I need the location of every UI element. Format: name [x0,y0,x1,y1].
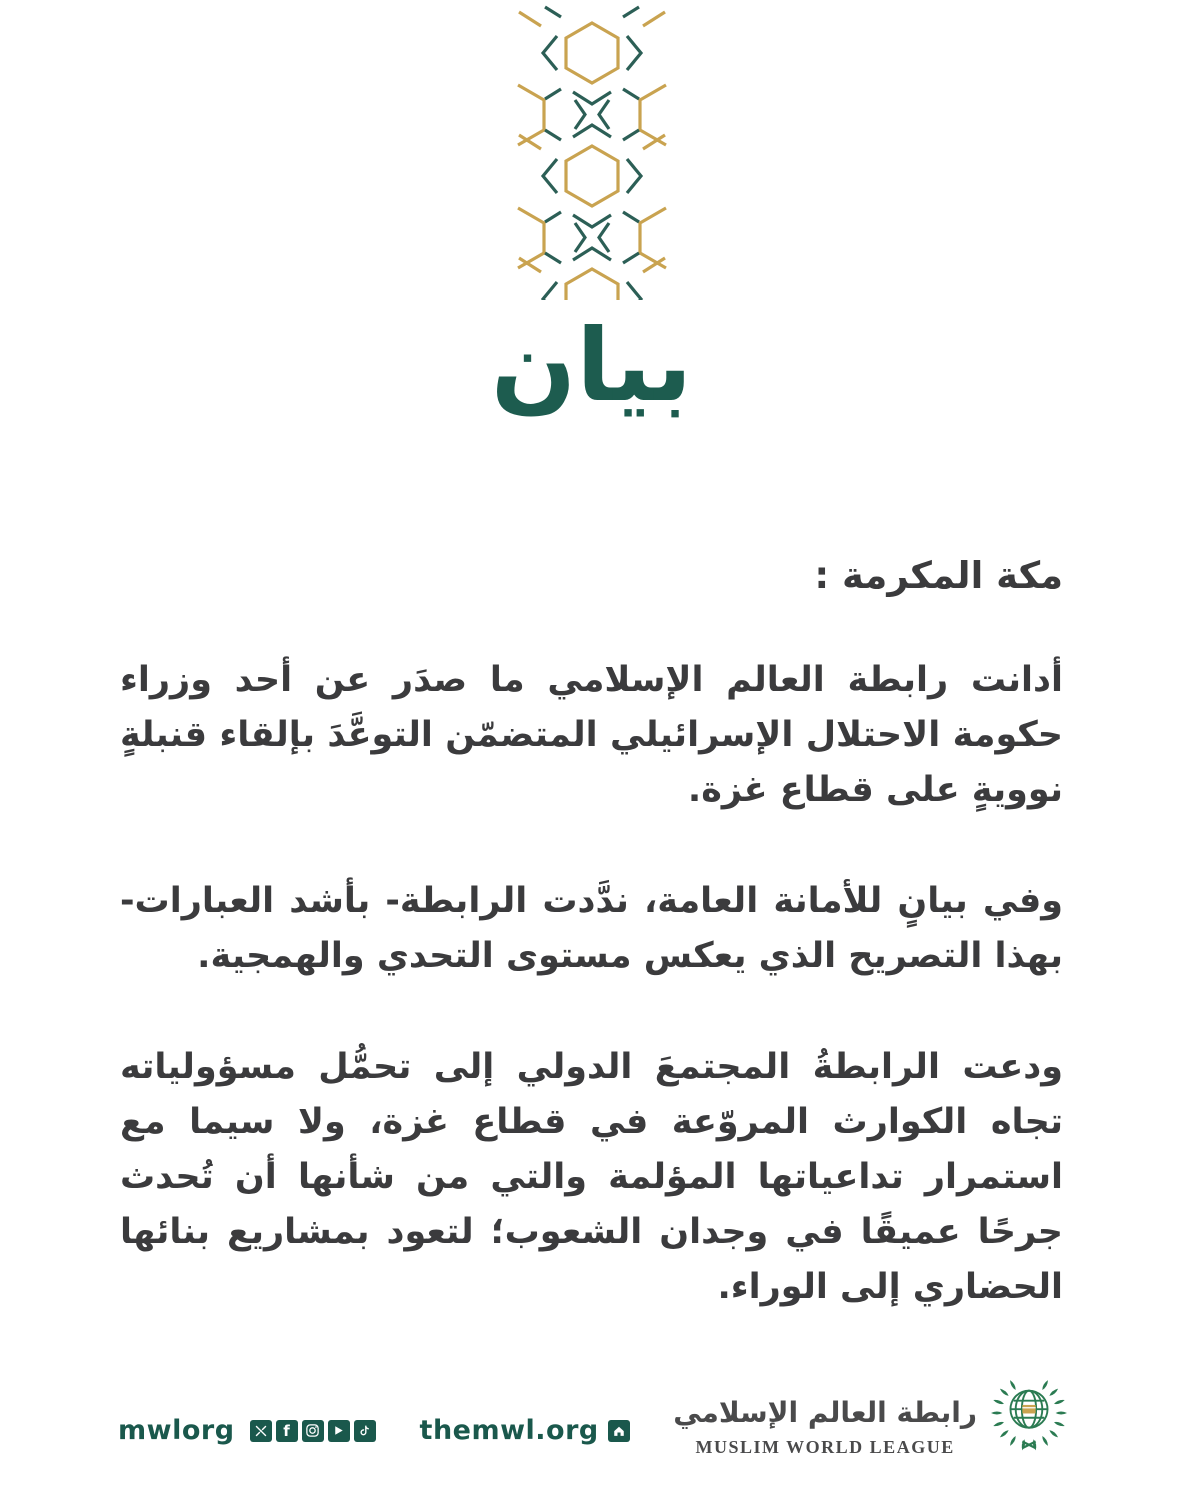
x-icon[interactable] [250,1420,272,1442]
social-handle: mwlorg [118,1415,235,1446]
hexagon-pattern-icon [516,0,668,300]
geometric-pattern-strip [516,0,668,300]
mwl-logo-text [673,1393,977,1458]
youtube-icon[interactable] [328,1420,350,1442]
statement-body [120,548,1063,1315]
mwl-logo [673,1372,1067,1458]
mwl-logo-arabic: رابطة العالم الإسلامي [673,1395,977,1429]
home-icon[interactable] [608,1420,630,1442]
mwl-emblem-icon [991,1372,1067,1458]
footer [118,1372,1067,1458]
statement-paragraph-2: وفي بيانٍ للأمانة العامة، ندَّدت الرابطة- بأشد العبارات- بهذا التصريح الذي يعكس مستوى التحدي والهمجية. [120,881,1063,976]
social-icons [250,1420,376,1442]
mwl-logo-english: MUSLIM WORLD LEAGUE [695,1437,955,1457]
footer-links [118,1415,630,1446]
facebook-icon[interactable]: f [276,1420,298,1442]
tiktok-icon[interactable] [354,1420,376,1442]
instagram-icon[interactable] [302,1420,324,1442]
statement-paragraph-3: ودعت الرابطةُ المجتمعَ الدولي إلى تحمُّل مسؤولياته تجاه الكوارث المروّعة في قطاع غزة، ولا سيما مع استمرار تداعياتها المؤلمة والتي من شأنها أن تُحدث جرحًا عميقًا في وجدان الشعوب؛ لتعود بمشاريع بنائها الحضاري إلى الوراء. [120,1047,1063,1307]
page-title: بيان [490,307,693,424]
statement-paragraph-1: أدانت رابطة العالم الإسلامي ما صدَر عن أحد وزراء حكومة الاحتلال الإسرائيلي المتضمّن التوعَّدَ بإلقاء قنبلةٍ نوويةٍ على قطاع غزة. [120,660,1063,810]
website-url[interactable]: themwl.org [419,1415,599,1446]
location-heading: مكة المكرمة : [814,554,1063,597]
